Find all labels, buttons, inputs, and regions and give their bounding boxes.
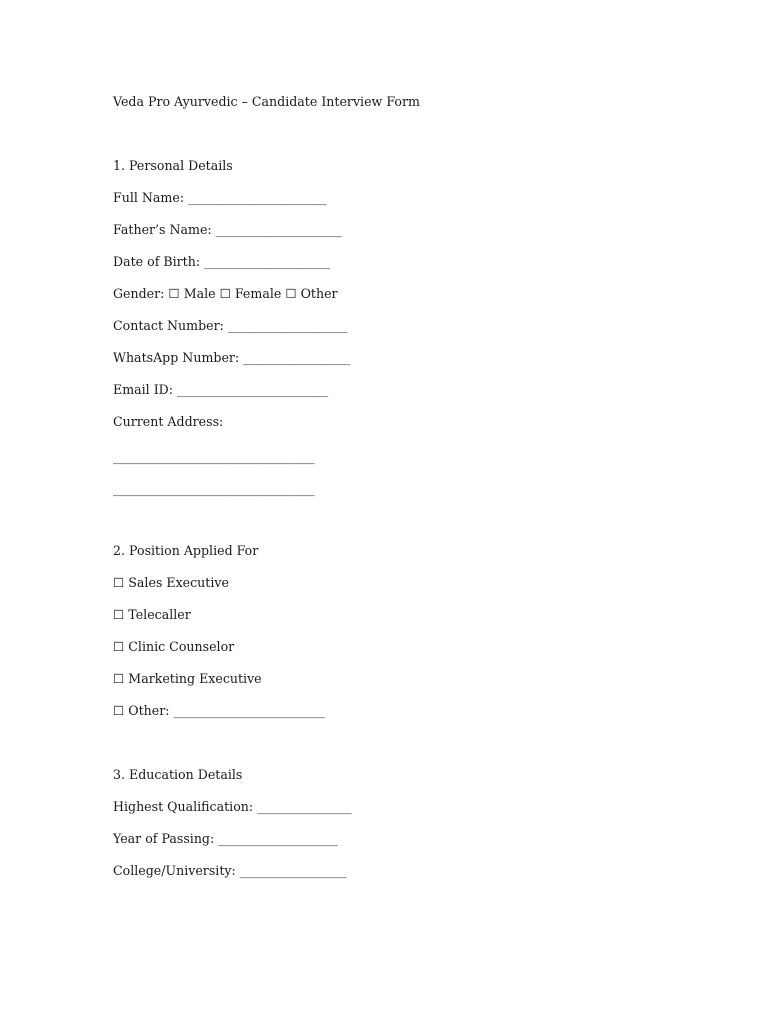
gender-field: Gender: ☐ Male ☐ Female ☐ Other — [113, 286, 338, 301]
date-of-birth-field: Date of Birth: ____________________ — [113, 254, 331, 269]
whatsapp-number-field: WhatsApp Number: _________________ — [113, 350, 351, 365]
section-heading-position-applied: 2. Position Applied For — [113, 543, 259, 558]
section-heading-education-details: 3. Education Details — [113, 767, 243, 782]
address-blank-line: ________________________________ — [113, 449, 315, 464]
position-option-marketing-executive: ☐ Marketing Executive — [113, 671, 262, 686]
position-option-telecaller: ☐ Telecaller — [113, 607, 191, 622]
full-name-field: Full Name: ______________________ — [113, 190, 327, 205]
document-title: Veda Pro Ayurvedic – Candidate Interview Form — [113, 94, 420, 109]
email-id-field: Email ID: ________________________ — [113, 382, 329, 397]
fathers-name-field: Father’s Name: ____________________ — [113, 222, 342, 237]
year-of-passing-field: Year of Passing: ___________________ — [113, 831, 338, 846]
position-option-other: ☐ Other: ________________________ — [113, 703, 325, 718]
college-university-field: College/University: _________________ — [113, 863, 347, 878]
current-address-label: Current Address: — [113, 414, 224, 429]
address-blank-line: ________________________________ — [113, 481, 315, 496]
highest-qualification-field: Highest Qualification: _______________ — [113, 799, 352, 814]
position-option-clinic-counselor: ☐ Clinic Counselor — [113, 639, 235, 654]
contact-number-field: Contact Number: ___________________ — [113, 318, 348, 333]
section-heading-personal-details: 1. Personal Details — [113, 158, 233, 173]
position-option-sales-executive: ☐ Sales Executive — [113, 575, 229, 590]
